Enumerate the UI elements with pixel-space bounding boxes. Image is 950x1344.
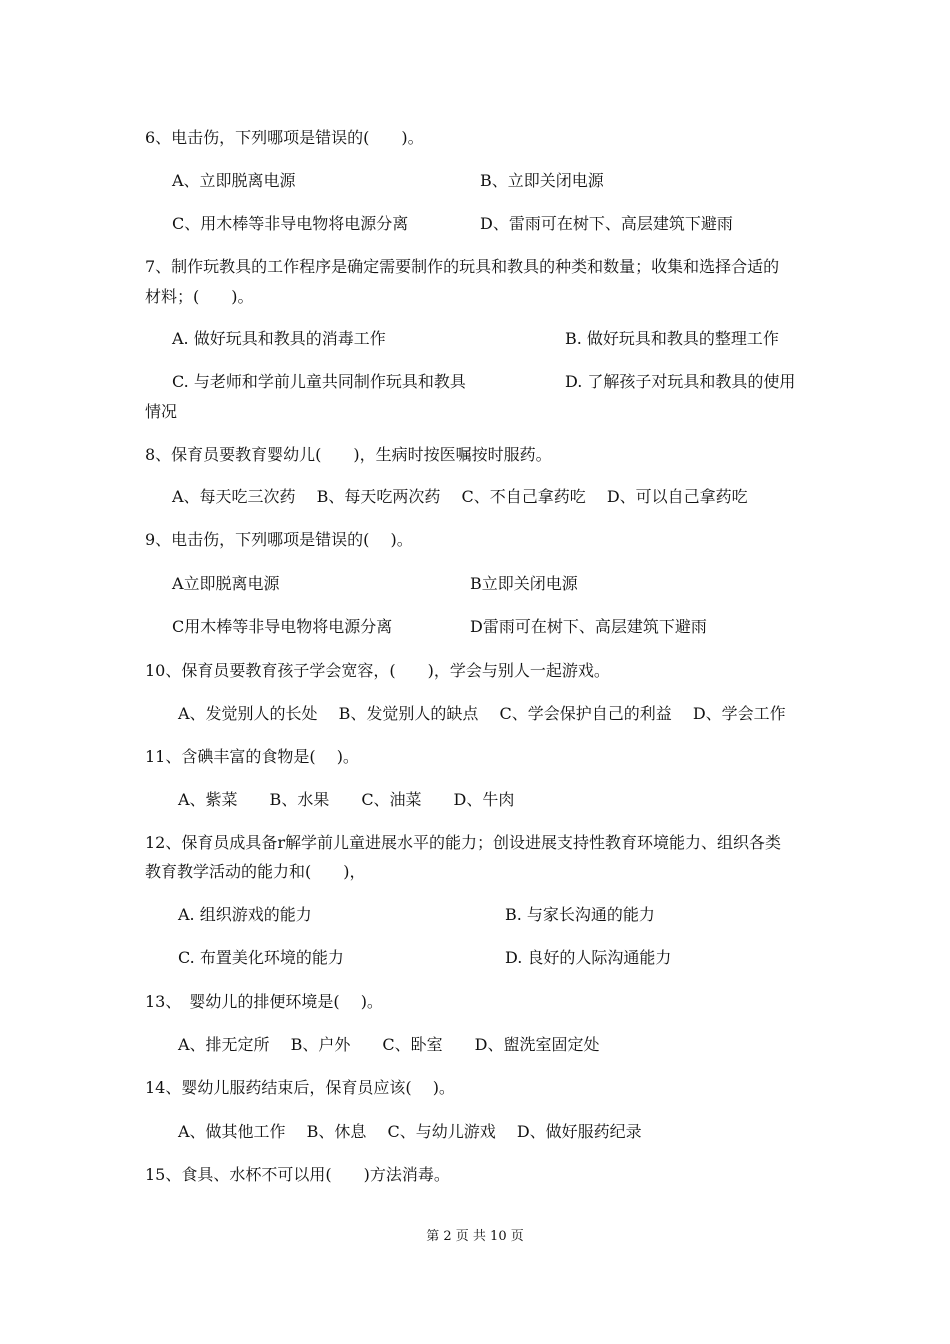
question-12-option-a: A. 组织游戏的能力	[178, 905, 312, 924]
question-9-option-c: C用木棒等非导电物将电源分离	[172, 617, 393, 636]
question-13-options: A、排无定所 B、户外 C、卧室 D、盥洗室固定处	[178, 1035, 600, 1054]
question-7-option-b: B. 做好玩具和教具的整理工作	[565, 329, 779, 348]
question-11-stem: 11、含碘丰富的食物是( )。	[145, 747, 359, 766]
question-12-stem-line-2: 教育教学活动的能力和( )，	[145, 862, 366, 881]
question-9-stem: 9、电击伤，下列哪项是错误的( )。	[145, 530, 413, 549]
question-10-stem: 10、保育员要教育孩子学会宽容，( )，学会与别人一起游戏。	[145, 661, 610, 680]
question-12-option-b: B. 与家长沟通的能力	[505, 905, 655, 924]
question-12-stem-line-1: 12、保育员成具备r解学前儿童进展水平的能力；创设进展支持性教育环境能力、组织各类	[145, 833, 782, 852]
question-11-options: A、紫菜 B、水果 C、油菜 D、牛肉	[178, 790, 515, 809]
question-13-stem: 13、 婴幼儿的排便环境是( )。	[145, 992, 383, 1011]
question-6-option-c: C、用木棒等非导电物将电源分离	[172, 214, 409, 233]
question-7-option-a: A. 做好玩具和教具的消毒工作	[172, 329, 386, 348]
question-7-option-d-wrap: 情况	[145, 402, 178, 421]
question-7-option-c: C. 与老师和学前儿童共同制作玩具和教具	[172, 372, 466, 391]
question-7-stem-line-1: 7、制作玩教具的工作程序是确定需要制作的玩具和教具的种类和数量；收集和选择合适的	[145, 257, 780, 276]
question-6-option-b: B、立即关闭电源	[480, 171, 604, 190]
question-14-stem: 14、婴幼儿服药结束后，保育员应该( )。	[145, 1078, 455, 1097]
question-9-option-b: B立即关闭电源	[470, 574, 578, 593]
question-14-options: A、做其他工作 B、休息 C、与幼儿游戏 D、做好服药纪录	[178, 1122, 642, 1141]
question-6-option-a: A、立即脱离电源	[172, 171, 296, 190]
question-12-option-c: C. 布置美化环境的能力	[178, 948, 344, 967]
question-15-stem: 15、食具、水杯不可以用( )方法消毒。	[145, 1165, 450, 1184]
question-12-option-d: D. 良好的人际沟通能力	[505, 948, 672, 967]
question-7-option-d: D. 了解孩子对玩具和教具的使用	[565, 372, 796, 391]
question-7-stem-line-2: 材料；( )。	[145, 287, 254, 306]
question-9-option-d: D雷雨可在树下、高层建筑下避雨	[470, 617, 707, 636]
question-9-option-a: A立即脱离电源	[172, 574, 280, 593]
question-6-stem: 6、电击伤，下列哪项是错误的( )。	[145, 128, 424, 147]
page-number-footer: 第 2 页 共 10 页	[426, 1229, 524, 1244]
question-8-stem: 8、保育员要教育婴幼儿( )，生病时按医嘱按时服药。	[145, 445, 552, 464]
question-10-options: A、发觉别人的长处 B、发觉别人的缺点 C、学会保护自己的利益 D、学会工作	[178, 704, 786, 723]
question-6-option-d: D、雷雨可在树下、高层建筑下避雨	[480, 214, 733, 233]
question-8-options: A、每天吃三次药 B、每天吃两次药 C、不自己拿药吃 D、可以自己拿药吃	[172, 487, 748, 506]
